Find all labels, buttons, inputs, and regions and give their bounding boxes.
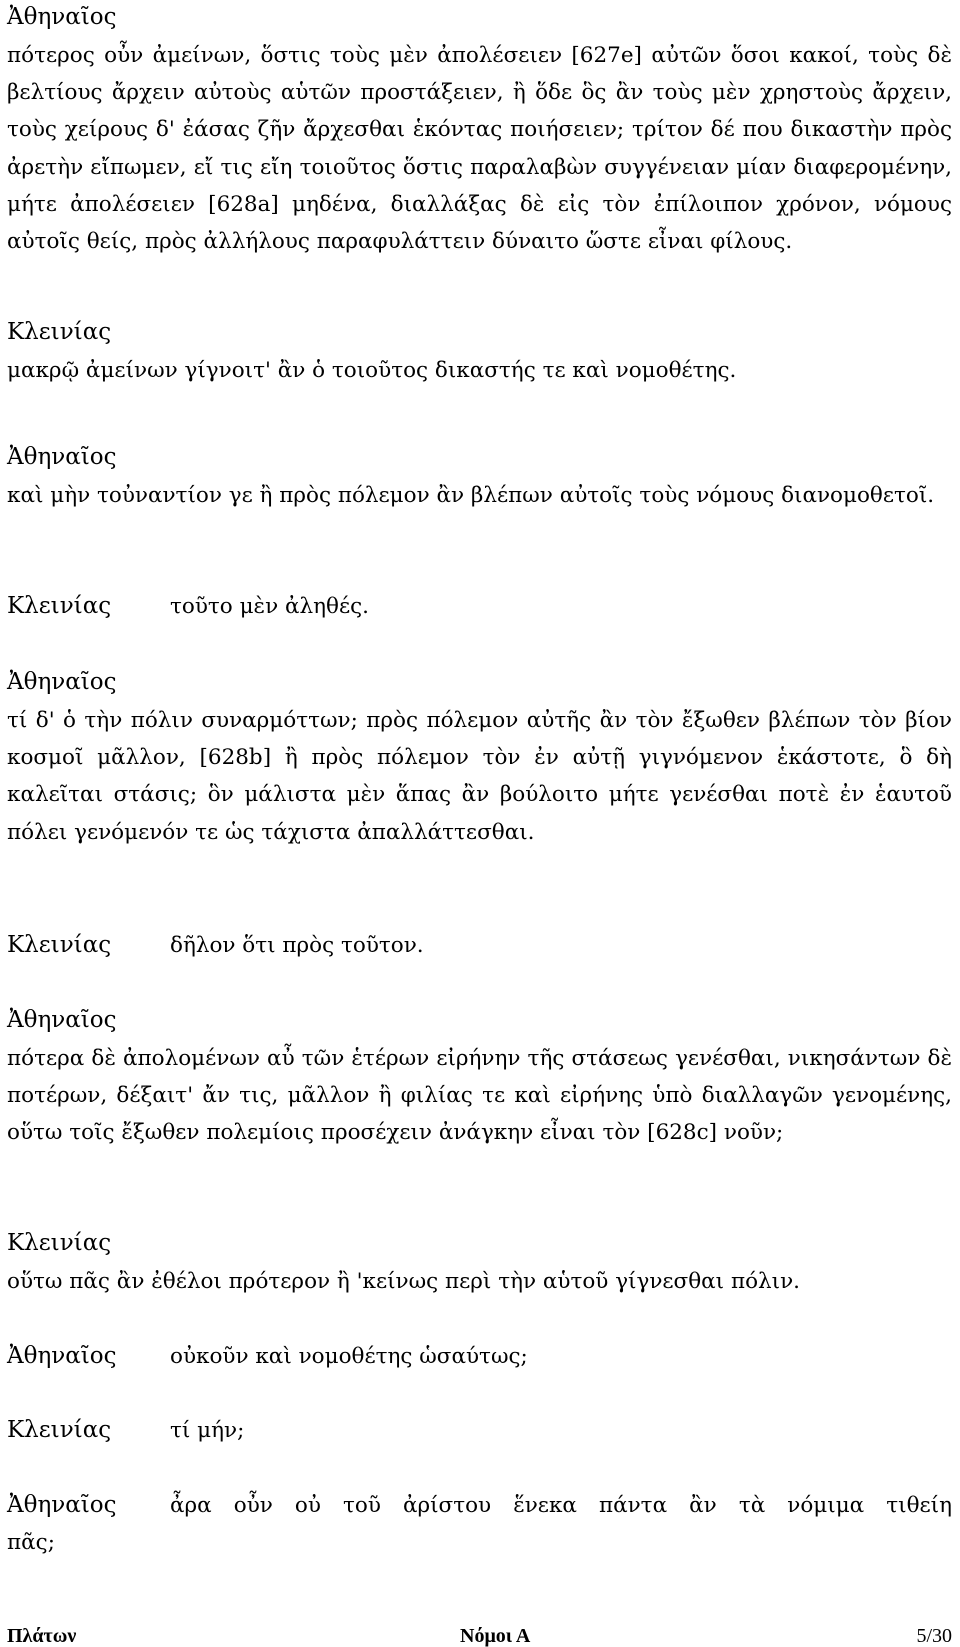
page-footer — [7, 1626, 952, 1646]
dialogue-block — [7, 588, 952, 625]
dialogue-block — [7, 315, 952, 389]
speaker-name: Κλεινίας — [7, 1230, 112, 1256]
speech-text: τί δ' ὁ τὴν πόλιν συναρμόττων; πρὸς πόλεμον αὐτῆς ἂν τὸν ἔξωθεν βλέπων τὸν βίον κοσμοῖ μᾶλλον, [628b] ἢ πρὸς πόλεμον τὸν ἐν αὐτῇ γιγνόμενον ἑκάστοτε, ὃ δὴ καλεῖται στάσις; ὃν μάλιστα μὲν ἅπας ἂν βούλοιτο μήτε γενέσθαι ποτὲ ἐν ἑαυτοῦ πόλει γενόμενόν τε ὡς τάχιστα ἀπαλλάττεσθαι. — [7, 708, 952, 845]
speech-text: ἆρα οὖν οὐ τοῦ ἀρίστου ἕνεκα πάντα ἂν τὰ νόμιμα τιθείη — [170, 1493, 952, 1518]
dialogue-block — [7, 1003, 952, 1152]
speaker-name: Ἀθηναῖος — [7, 669, 117, 695]
speech-text: οὐκοῦν καὶ νομοθέτης ὡσαύτως; — [170, 1344, 528, 1369]
speaker-name: Ἀθηναῖος — [7, 1343, 117, 1369]
speech-text: δῆλον ὅτι πρὸς τοῦτον. — [170, 933, 424, 958]
speech-text-continued: πᾶς; — [7, 1530, 55, 1556]
dialogue-block — [7, 0, 952, 260]
speaker-name: Ἀθηναῖος — [7, 4, 117, 30]
speaker-name: Κλεινίας — [7, 593, 112, 619]
speaker-name: Κλεινίας — [7, 319, 112, 345]
dialogue-block — [7, 440, 952, 514]
speaker-name: Ἀθηναῖος — [7, 1007, 117, 1033]
footer-page-number: 5/30 — [916, 1625, 952, 1647]
speech-text: καὶ μὴν τοὐναντίον γε ἢ πρὸς πόλεμον ἂν βλέπων αὐτοῖς τοὺς νόμους διανομοθετοῖ. — [7, 483, 935, 508]
dialogue-block — [7, 1487, 952, 1561]
dialogue-block — [7, 1338, 952, 1375]
speaker-name: Ἀθηναῖος — [7, 1492, 117, 1518]
footer-work-title: Νόμοι Α — [460, 1625, 531, 1647]
dialogue-block — [7, 665, 952, 851]
speech-text: μακρῷ ἀμείνων γίγνοιτ' ἂν ὁ τοιοῦτος δικαστής τε καὶ νομοθέτης. — [7, 358, 737, 383]
speaker-name: Κλεινίας — [7, 1417, 112, 1443]
dialogue-line — [7, 1524, 952, 1561]
dialogue-block — [7, 927, 952, 964]
speech-text: πότερα δὲ ἀπολομένων αὖ τῶν ἑτέρων εἰρήνην τῆς στάσεως γενέσθαι, νικησάντων δὲ ποτέρων, δέξαιτ' ἄν τις, μᾶλλον ἢ φιλίας τε καὶ εἰρήνης ὑπὸ διαλλαγῶν γενομένης, οὕτω τοῖς ἔξωθεν πολεμίοις προσέχειν ἀνάγκην εἶναι τὸν [628c] νοῦν; — [7, 1046, 952, 1146]
speech-text: τοῦτο μὲν ἀληθές. — [170, 594, 369, 619]
footer-author: Πλάτων — [7, 1625, 77, 1647]
dialogue-block — [7, 1412, 952, 1449]
dialogue-line — [7, 1487, 952, 1524]
speaker-name: Κλεινίας — [7, 932, 112, 958]
dialogue-block — [7, 1226, 952, 1300]
speech-text: πότερος οὖν ἀμείνων, ὅστις τοὺς μὲν ἀπολέσειεν [627e] αὐτῶν ὅσοι κακοί, τοὺς δὲ βελτίους ἄρχειν αὐτοὺς αὑτῶν προστάξειεν, ἢ ὅδε ὃς ἂν τοὺς μὲν χρηστοὺς ἄρχειν, τοὺς χείρους δ' ἐάσας ζῆν ἄρχεσθαι ἑκόντας ποιήσειεν; τρίτον δέ που δικαστὴν πρὸς ἀρετὴν εἴπωμεν, εἴ τις εἴη τοιοῦτος ὅστις παραλαβὼν συγγένειαν μίαν διαφερομένην, μήτε ἀπολέσειεν [628a] μηδένα, διαλλάξας δὲ εἰς τὸν ἐπίλοιπον χρόνον, νόμους αὐτοῖς θείς, πρὸς ἀλλήλους παραφυλάττειν δύναιτο ὥστε εἶναι φίλους. — [7, 43, 952, 255]
speech-text: οὕτω πᾶς ἂν ἐθέλοι πρότερον ἢ 'κείνως περὶ τὴν αὑτοῦ γίγνεσθαι πόλιν. — [7, 1269, 800, 1294]
speaker-name: Ἀθηναῖος — [7, 444, 117, 470]
speech-text: τί μήν; — [170, 1418, 245, 1443]
